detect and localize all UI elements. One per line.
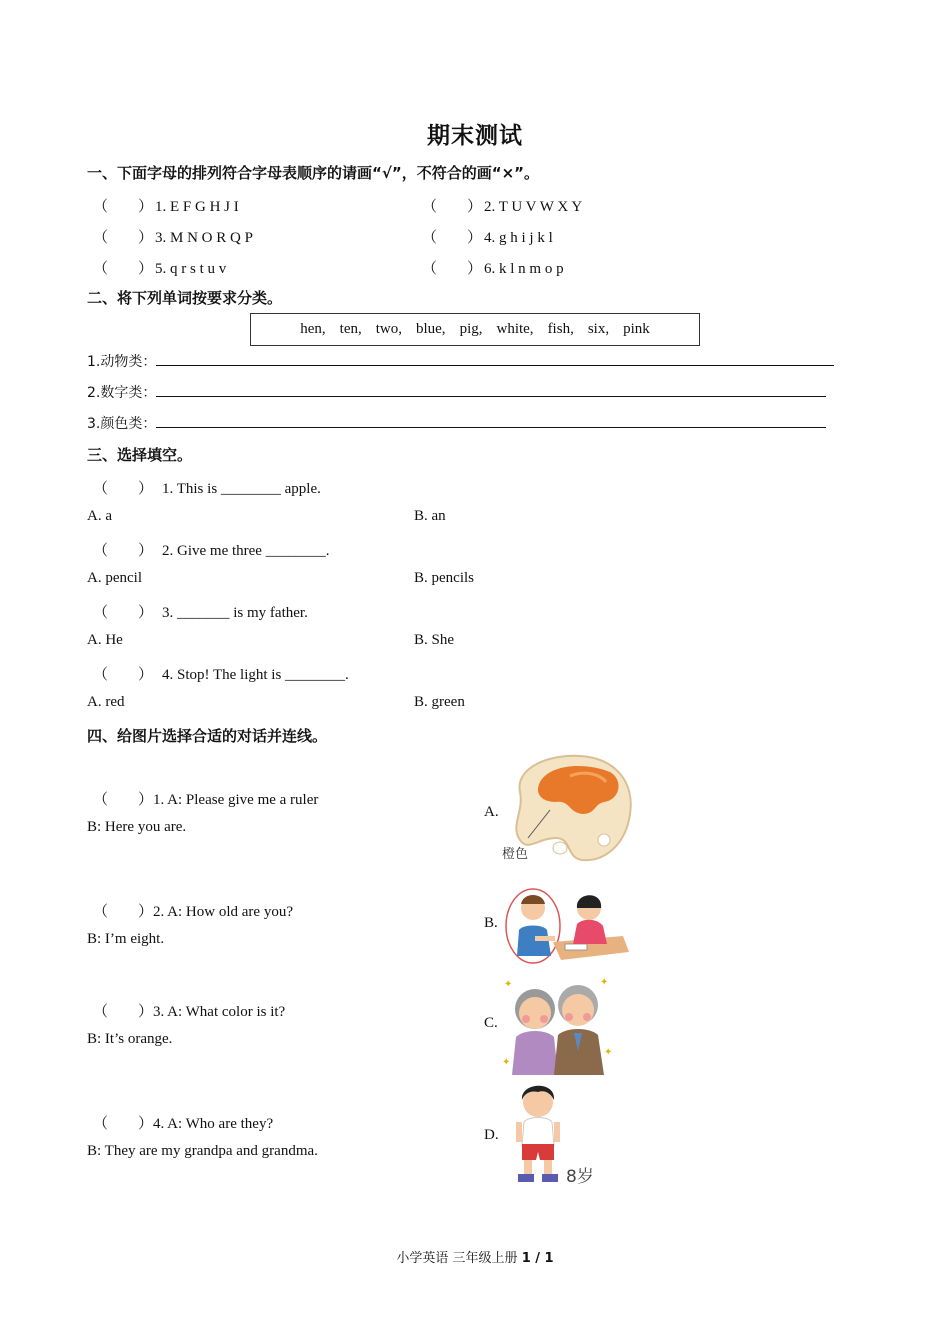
svg-text:✦: ✦ — [504, 979, 513, 990]
footer-label: 小学英语 三年级上册 — [396, 1251, 522, 1266]
page-title: 期末测试 — [427, 123, 523, 149]
picture-letter-d: D. — [484, 1127, 499, 1143]
palette-caption: 橙色 — [502, 847, 529, 862]
s3-option-a[interactable]: A. He — [87, 632, 123, 648]
s4-dialog-3-question: （ ）3. A: What color is it? — [93, 1004, 286, 1020]
s3-question-1: （ ） 1. This is ________ apple. — [93, 481, 321, 497]
s3-question-3: （ ） 3. _______ is my father. — [93, 605, 308, 621]
svg-text:✦: ✦ — [604, 1047, 613, 1058]
s1-item-1: （ ） 1. E F G H J I — [93, 199, 239, 215]
s4-dialog-2-question: （ ）2. A: How old are you? — [93, 904, 293, 920]
s1-item-6: （ ） 6. k l n m o p — [422, 261, 564, 277]
s1-item-3: （ ） 3. M N O R Q P — [93, 230, 253, 246]
s3-question-2: （ ） 2. Give me three ________. — [93, 543, 330, 559]
section-1-heading: 一、下面字母的排列符合字母表顺序的请画“√”，不符合的画“×”。 — [87, 164, 540, 182]
s4-dialog-4-answer: B: They are my grandpa and grandma. — [87, 1143, 318, 1159]
s4-dialog-1-question: （ ）1. A: Please give me a ruler — [93, 792, 319, 808]
picture-letter-b: B. — [484, 915, 498, 931]
svg-text:✦: ✦ — [600, 977, 609, 988]
word: white, — [496, 321, 534, 337]
word: pig, — [459, 321, 483, 337]
age-caption: 8岁 — [566, 1167, 594, 1187]
children-ruler-image[interactable] — [503, 886, 633, 966]
s3-option-a[interactable]: A. a — [87, 508, 112, 524]
section-2-heading: 二、将下列单词按要求分类。 — [87, 289, 283, 307]
s3-question-4: （ ） 4. Stop! The light is ________. — [93, 667, 349, 683]
orange-palette-image[interactable] — [500, 752, 640, 867]
section-4-heading: 四、给图片选择合适的对话并连线。 — [87, 727, 328, 745]
s1-item-4: （ ） 4. g h i j k l — [422, 230, 553, 246]
s1-item-5: （ ） 5. q r s t u v — [93, 261, 227, 277]
word: two, — [375, 321, 402, 337]
s4-dialog-1-answer: B: Here you are. — [87, 819, 187, 835]
s3-option-a[interactable]: A. pencil — [87, 570, 142, 586]
word-box — [250, 313, 700, 346]
page-footer — [0, 1247, 950, 1266]
s4-dialog-3-answer: B: It’s orange. — [87, 1031, 173, 1047]
picture-letter-c: C. — [484, 1015, 498, 1031]
s4-dialog-4-question: （ ）4. A: Who are they? — [93, 1116, 274, 1132]
s3-option-b[interactable]: B. pencils — [414, 570, 474, 586]
word: six, — [587, 321, 610, 337]
word: hen, — [300, 321, 326, 337]
s4-dialog-2-answer: B: I’m eight. — [87, 931, 165, 947]
svg-text:✦: ✦ — [502, 1057, 511, 1068]
grandparents-image[interactable] — [500, 975, 615, 1075]
word: blue, — [415, 321, 446, 337]
page-number: 1 / 1 — [521, 1251, 554, 1266]
category-line-numbers[interactable]: 2.数字类： — [87, 382, 826, 402]
s3-option-b[interactable]: B. green — [414, 694, 465, 710]
boy-image[interactable] — [510, 1082, 610, 1190]
word: ten, — [339, 321, 362, 337]
picture-letter-a: A. — [484, 804, 499, 820]
word: fish, — [547, 321, 574, 337]
section-3-heading: 三、选择填空。 — [87, 446, 193, 464]
category-line-animals[interactable]: 1.动物类： — [87, 351, 834, 371]
s3-option-b[interactable]: B. She — [414, 632, 455, 648]
s1-item-2: （ ） 2. T U V W X Y — [422, 199, 583, 215]
word: pink — [623, 321, 650, 337]
s3-option-a[interactable]: A. red — [87, 694, 125, 710]
category-line-colors[interactable]: 3.颜色类： — [87, 413, 826, 433]
s3-option-b[interactable]: B. an — [414, 508, 446, 524]
